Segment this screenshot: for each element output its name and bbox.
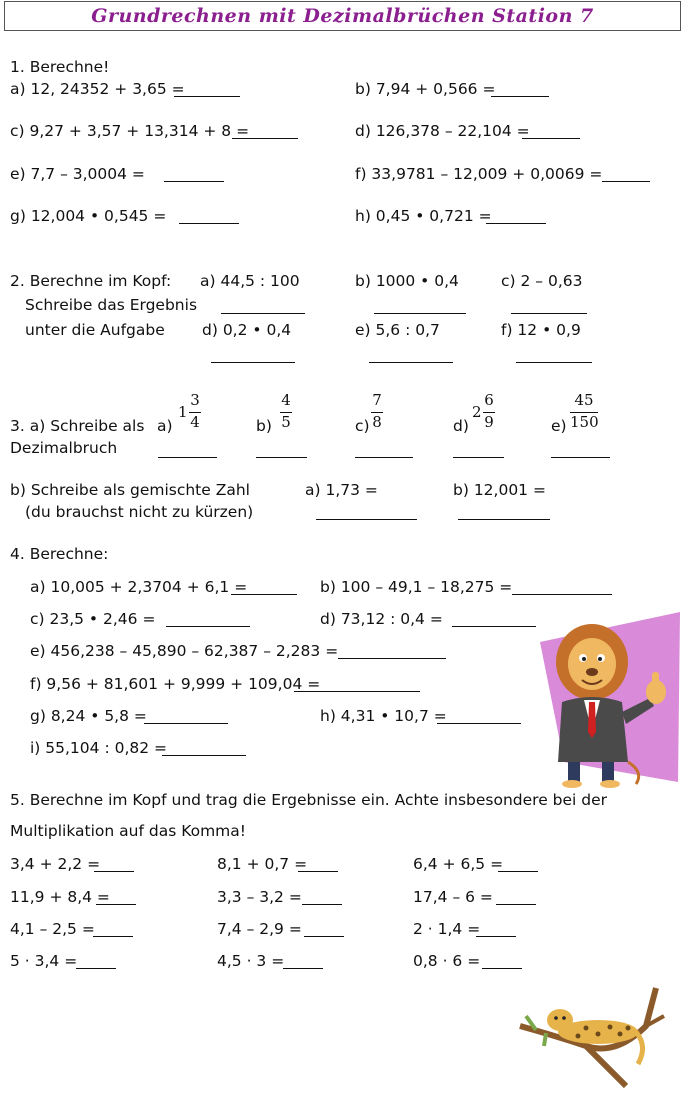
task-5-r3c2: 7,4 – 2,9 = [217,920,302,938]
answer-line-2b[interactable] [374,313,466,314]
answer-line-5-r3c3[interactable] [476,936,516,937]
answer-line-4f[interactable] [294,691,420,692]
fraction-whole: 1 [178,403,188,421]
answer-line-3e[interactable] [551,457,610,458]
answer-line-1d[interactable] [522,138,580,139]
page-title: Grundrechnen mit Dezimalbrüchen Station 7 [91,5,594,27]
task-5-r4c1: 5 · 3,4 = [10,952,78,970]
leopard-on-branch-illustration [516,986,666,1090]
fraction-denominator: 150 [570,413,599,431]
task-1d: d) 126,378 – 22,104 = [355,122,530,140]
task-5-r2c1: 11,9 + 8,4 = [10,888,110,906]
task-4h: h) 4,31 • 10,7 = [320,707,447,725]
task-5-r4c2: 4,5 · 3 = [217,952,285,970]
answer-line-5-r2c3[interactable] [496,904,536,905]
answer-line-2d[interactable] [211,362,295,363]
task-4f: f) 9,56 + 81,601 + 9,999 + 109,04 = [30,675,321,693]
section3-heading: 3. a) Schreibe als [10,417,145,435]
task-5-r1c3: 6,4 + 6,5 = [413,855,504,873]
task-2c: c) 2 – 0,63 [501,272,583,290]
fraction-whole: 2 [472,403,482,421]
task-5-r3c1: 4,1 – 2,5 = [10,920,95,938]
task-5-r2c3: 17,4 – 6 = [413,888,493,906]
answer-line-3ba[interactable] [316,519,417,520]
task-5-r2c2: 3,3 – 3,2 = [217,888,302,906]
task-4g: g) 8,24 • 5,8 = [30,707,147,725]
task-1f: f) 33,9781 – 12,009 + 0,0069 = [355,165,603,183]
answer-line-3a[interactable] [158,457,217,458]
task-4e: e) 456,238 – 45,890 – 62,387 – 2,283 = [30,642,339,660]
task-1e: e) 7,7 – 3,0004 = [10,165,145,183]
answer-line-4c[interactable] [166,626,250,627]
fraction-label-b: b) [256,417,272,435]
task-4d: d) 73,12 : 0,4 = [320,610,443,628]
answer-line-3bb[interactable] [458,519,550,520]
answer-line-2e[interactable] [369,362,453,363]
answer-line-5-r3c2[interactable] [304,936,344,937]
fraction-label-a: a) [157,417,173,435]
answer-line-2a[interactable] [221,313,305,314]
title-box [4,1,681,31]
answer-line-1e[interactable] [164,181,224,182]
answer-line-1f[interactable] [602,181,650,182]
task-1a: a) 12, 24352 + 3,65 = [10,80,185,98]
answer-line-5-r1c1[interactable] [94,871,134,872]
fraction-denominator: 8 [372,413,382,431]
answer-line-5-r4c1[interactable] [76,968,116,969]
section1-heading: 1. Berechne! [10,58,110,76]
answer-line-5-r2c2[interactable] [302,904,342,905]
fraction-numerator: 7 [372,391,382,409]
answer-line-4a[interactable] [231,594,297,595]
task-4c: c) 23,5 • 2,46 = [30,610,156,628]
task-5-r3c3: 2 · 1,4 = [413,920,481,938]
section4-heading: 4. Berechne: [10,545,109,563]
answer-line-1c[interactable] [232,138,298,139]
task-1g: g) 12,004 • 0,545 = [10,207,167,225]
task-1c: c) 9,27 + 3,57 + 13,314 + 8 = [10,122,250,140]
fraction-numerator: 6 [484,391,494,409]
answer-line-5-r4c3[interactable] [482,968,522,969]
answer-line-5-r4c2[interactable] [283,968,323,969]
fraction-numerator: 45 [574,391,594,409]
task-2a: a) 44,5 : 100 [200,272,300,290]
section2-heading: 2. Berechne im Kopf: [10,272,172,290]
answer-line-1a[interactable] [174,96,240,97]
task-5-r1c1: 3,4 + 2,2 = [10,855,101,873]
fraction-denominator: 9 [484,413,494,431]
answer-line-5-r3c1[interactable] [93,936,133,937]
answer-line-4i[interactable] [162,755,246,756]
answer-line-2c[interactable] [511,313,587,314]
section3b-heading: b) Schreibe als gemischte Zahl [10,481,250,499]
section3-line2: Dezimalbruch [10,439,118,457]
answer-line-5-r1c2[interactable] [298,871,338,872]
answer-line-1g[interactable] [179,223,239,224]
task-4b: b) 100 – 49,1 – 18,275 = [320,578,513,596]
answer-line-3c[interactable] [355,457,413,458]
answer-line-4h[interactable] [437,723,521,724]
fraction-label-e: e) [551,417,567,435]
answer-line-1h[interactable] [486,223,546,224]
task-1b: b) 7,94 + 0,566 = [355,80,496,98]
answer-line-4b[interactable] [512,594,612,595]
task-4a: a) 10,005 + 2,3704 + 6,1 = [30,578,248,596]
section5-heading-line2: Multiplikation auf das Komma! [10,822,246,840]
fraction-denominator: 5 [281,413,291,431]
answer-line-4d[interactable] [452,626,536,627]
task-1h: h) 0,45 • 0,721 = [355,207,492,225]
fraction-numerator: 4 [281,391,291,409]
task-2f: f) 12 • 0,9 [501,321,581,339]
answer-line-3d[interactable] [453,457,504,458]
fraction-denominator: 4 [190,413,200,431]
answer-line-5-r2c1[interactable] [96,904,136,905]
task-5-r1c2: 8,1 + 0,7 = [217,855,308,873]
task-2d: d) 0,2 • 0,4 [202,321,292,339]
answer-line-2f[interactable] [516,362,592,363]
section2-line3: unter die Aufgabe [25,321,165,339]
task-2e: e) 5,6 : 0,7 [355,321,440,339]
task-5-r4c3: 0,8 · 6 = [413,952,481,970]
answer-line-1b[interactable] [491,96,549,97]
answer-line-3b[interactable] [256,457,307,458]
fraction-label-d: d) [453,417,469,435]
section5-heading-line1: 5. Berechne im Kopf und trag die Ergebnisse ein. Achte insbesondere bei der [10,791,608,809]
answer-line-4e[interactable] [338,658,446,659]
task-2b: b) 1000 • 0,4 [355,272,459,290]
section3b-note: (du brauchst nicht zu kürzen) [25,503,254,521]
section2-line2: Schreibe das Ergebnis [25,296,198,314]
fraction-label-c: c) [355,417,370,435]
answer-line-5-r1c3[interactable] [498,871,538,872]
task-4i: i) 55,104 : 0,82 = [30,739,168,757]
fraction-numerator: 3 [190,391,200,409]
task-3bb: b) 12,001 = [453,481,546,499]
task-3ba: a) 1,73 = [305,481,378,499]
lion-thumbs-up-illustration [532,612,684,792]
answer-line-4g[interactable] [144,723,228,724]
